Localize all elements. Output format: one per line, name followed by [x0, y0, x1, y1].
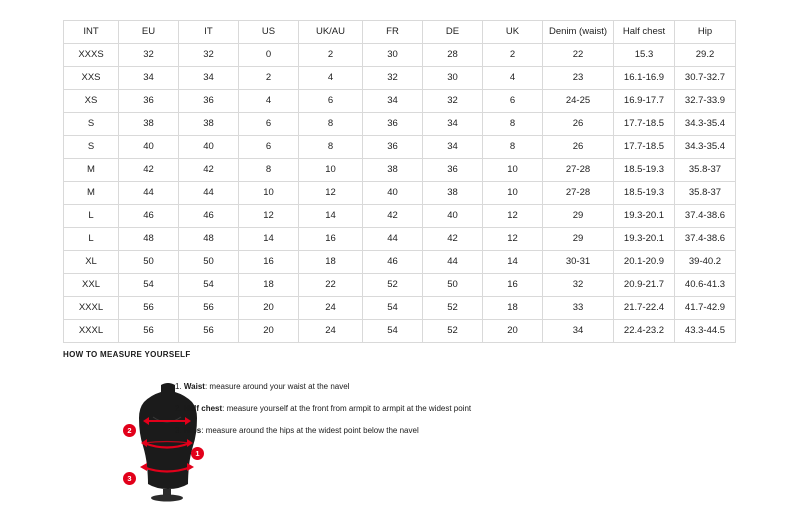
cell-hip: 37.4-38.6: [675, 228, 736, 251]
cell-denim-waist: 24-25: [543, 90, 614, 113]
cell-de: 30: [423, 67, 483, 90]
cell-denim-waist: 26: [543, 113, 614, 136]
cell-uk: 12: [483, 205, 543, 228]
cell-half-chest: 21.7-22.4: [614, 297, 675, 320]
cell-eu: 48: [119, 228, 179, 251]
cell-denim-waist: 27-28: [543, 182, 614, 205]
instruction-term: Hips: [183, 426, 202, 435]
cell-eu: 50: [119, 251, 179, 274]
cell-us: 10: [239, 182, 299, 205]
column-header-it: IT: [179, 21, 239, 44]
cell-de: 38: [423, 182, 483, 205]
cell-us: 14: [239, 228, 299, 251]
cell-it: 56: [179, 297, 239, 320]
cell-eu: 56: [119, 320, 179, 343]
cell-it: 50: [179, 251, 239, 274]
cell-half-chest: 19.3-20.1: [614, 228, 675, 251]
instruction-term: Waist: [183, 382, 205, 391]
measure-badge-1: 1: [191, 447, 204, 460]
column-header-eu: EU: [119, 21, 179, 44]
table-row: [64, 228, 736, 251]
cell-us: 18: [239, 274, 299, 297]
column-header-fr: FR: [363, 21, 423, 44]
cell-int: XL: [64, 251, 119, 274]
cell-uk: 2: [483, 44, 543, 67]
cell-uk-au: 16: [299, 228, 363, 251]
table-row: [64, 44, 736, 67]
cell-int: S: [64, 136, 119, 159]
instruction-text: : measure yourself at the front from armpit to armpit at the widest point: [222, 404, 472, 413]
cell-uk: 20: [483, 320, 543, 343]
cell-half-chest: 20.1-20.9: [614, 251, 675, 274]
cell-denim-waist: 22: [543, 44, 614, 67]
cell-eu: 36: [119, 90, 179, 113]
measure-badge-2: 2: [123, 424, 136, 437]
column-header-uk: UK: [483, 21, 543, 44]
cell-int: XXL: [64, 274, 119, 297]
cell-eu: 34: [119, 67, 179, 90]
cell-us: 20: [239, 297, 299, 320]
cell-half-chest: 17.7-18.5: [614, 113, 675, 136]
cell-half-chest: 18.5-19.3: [614, 182, 675, 205]
cell-fr: 42: [363, 205, 423, 228]
column-header-us: US: [239, 21, 299, 44]
cell-denim-waist: 27-28: [543, 159, 614, 182]
table-row: [64, 297, 736, 320]
cell-denim-waist: 32: [543, 274, 614, 297]
cell-half-chest: 16.1-16.9: [614, 67, 675, 90]
table-header-row: [64, 21, 736, 44]
table-row: [64, 205, 736, 228]
cell-int: XS: [64, 90, 119, 113]
cell-us: 6: [239, 136, 299, 159]
column-header-hip: Hip: [675, 21, 736, 44]
cell-uk-au: 8: [299, 136, 363, 159]
cell-hip: 30.7-32.7: [675, 67, 736, 90]
cell-uk-au: 18: [299, 251, 363, 274]
cell-uk: 10: [483, 182, 543, 205]
cell-hip: 32.7-33.9: [675, 90, 736, 113]
how-to-measure-title: HOW TO MEASURE YOURSELF: [63, 350, 191, 359]
measure-badge-3: 3: [123, 472, 136, 485]
cell-eu: 54: [119, 274, 179, 297]
cell-int: XXXS: [64, 44, 119, 67]
cell-it: 44: [179, 182, 239, 205]
instruction-number: 3.: [175, 426, 182, 435]
cell-uk-au: 24: [299, 320, 363, 343]
cell-uk-au: 22: [299, 274, 363, 297]
cell-int: M: [64, 182, 119, 205]
table-row: [64, 159, 736, 182]
cell-half-chest: 18.5-19.3: [614, 159, 675, 182]
table-row: [64, 182, 736, 205]
cell-fr: 32: [363, 67, 423, 90]
cell-uk: 16: [483, 274, 543, 297]
column-header-denim-waist: Denim (waist): [543, 21, 614, 44]
cell-it: 48: [179, 228, 239, 251]
cell-it: 38: [179, 113, 239, 136]
how-to-measure-section: [63, 350, 763, 483]
cell-it: 56: [179, 320, 239, 343]
cell-uk: 4: [483, 67, 543, 90]
cell-denim-waist: 33: [543, 297, 614, 320]
table-row: [64, 90, 736, 113]
cell-hip: 34.3-35.4: [675, 136, 736, 159]
cell-denim-waist: 29: [543, 228, 614, 251]
cell-uk-au: 24: [299, 297, 363, 320]
cell-int: L: [64, 228, 119, 251]
column-header-int: INT: [64, 21, 119, 44]
cell-de: 28: [423, 44, 483, 67]
table-body: [64, 44, 736, 343]
cell-it: 36: [179, 90, 239, 113]
cell-fr: 52: [363, 274, 423, 297]
cell-hip: 37.4-38.6: [675, 205, 736, 228]
cell-uk-au: 12: [299, 182, 363, 205]
cell-de: 52: [423, 297, 483, 320]
instruction-text: : measure around your waist at the navel: [204, 382, 350, 391]
cell-denim-waist: 34: [543, 320, 614, 343]
cell-eu: 38: [119, 113, 179, 136]
column-header-half-chest: Half chest: [614, 21, 675, 44]
cell-de: 42: [423, 228, 483, 251]
instruction-term: Half chest: [183, 404, 223, 413]
cell-int: XXXL: [64, 320, 119, 343]
cell-us: 12: [239, 205, 299, 228]
measure-instruction-waist: [175, 381, 715, 392]
table-row: [64, 136, 736, 159]
cell-it: 32: [179, 44, 239, 67]
table-row: [64, 274, 736, 297]
cell-de: 32: [423, 90, 483, 113]
cell-fr: 54: [363, 297, 423, 320]
cell-hip: 43.3-44.5: [675, 320, 736, 343]
table-row: [64, 113, 736, 136]
cell-fr: 36: [363, 113, 423, 136]
cell-denim-waist: 29: [543, 205, 614, 228]
cell-half-chest: 16.9-17.7: [614, 90, 675, 113]
cell-half-chest: 19.3-20.1: [614, 205, 675, 228]
instruction-number: 1.: [175, 382, 182, 391]
instruction-number: 2.: [175, 404, 182, 413]
cell-de: 34: [423, 113, 483, 136]
cell-uk: 6: [483, 90, 543, 113]
cell-fr: 46: [363, 251, 423, 274]
cell-hip: 35.8-37: [675, 182, 736, 205]
cell-denim-waist: 23: [543, 67, 614, 90]
instruction-text: : measure around the hips at the widest point below the navel: [201, 426, 419, 435]
cell-us: 16: [239, 251, 299, 274]
cell-de: 34: [423, 136, 483, 159]
cell-de: 52: [423, 320, 483, 343]
measure-instruction-hips: [175, 425, 715, 436]
cell-uk-au: 4: [299, 67, 363, 90]
cell-us: 8: [239, 159, 299, 182]
cell-uk-au: 10: [299, 159, 363, 182]
cell-uk: 12: [483, 228, 543, 251]
cell-eu: 32: [119, 44, 179, 67]
cell-uk: 8: [483, 136, 543, 159]
cell-us: 6: [239, 113, 299, 136]
cell-int: L: [64, 205, 119, 228]
cell-half-chest: 22.4-23.2: [614, 320, 675, 343]
cell-us: 4: [239, 90, 299, 113]
column-header-de: DE: [423, 21, 483, 44]
cell-hip: 29.2: [675, 44, 736, 67]
cell-de: 36: [423, 159, 483, 182]
cell-denim-waist: 30-31: [543, 251, 614, 274]
cell-it: 46: [179, 205, 239, 228]
cell-uk-au: 8: [299, 113, 363, 136]
cell-de: 50: [423, 274, 483, 297]
cell-fr: 36: [363, 136, 423, 159]
cell-half-chest: 15.3: [614, 44, 675, 67]
cell-half-chest: 20.9-21.7: [614, 274, 675, 297]
cell-int: S: [64, 113, 119, 136]
cell-de: 40: [423, 205, 483, 228]
cell-fr: 40: [363, 182, 423, 205]
size-chart-table: [63, 20, 736, 343]
cell-uk: 14: [483, 251, 543, 274]
cell-fr: 54: [363, 320, 423, 343]
measure-instructions-list: [175, 381, 715, 447]
table-row: [64, 320, 736, 343]
cell-hip: 39-40.2: [675, 251, 736, 274]
cell-uk: 10: [483, 159, 543, 182]
cell-hip: 35.8-37: [675, 159, 736, 182]
size-chart-container: [63, 20, 735, 343]
cell-uk-au: 2: [299, 44, 363, 67]
cell-de: 44: [423, 251, 483, 274]
cell-denim-waist: 26: [543, 136, 614, 159]
cell-eu: 46: [119, 205, 179, 228]
cell-int: M: [64, 159, 119, 182]
measure-instruction-half-chest: [175, 403, 715, 414]
cell-us: 2: [239, 67, 299, 90]
table-row: [64, 251, 736, 274]
cell-uk: 8: [483, 113, 543, 136]
cell-it: 34: [179, 67, 239, 90]
cell-fr: 38: [363, 159, 423, 182]
cell-eu: 40: [119, 136, 179, 159]
cell-us: 20: [239, 320, 299, 343]
cell-eu: 56: [119, 297, 179, 320]
cell-uk: 18: [483, 297, 543, 320]
cell-us: 0: [239, 44, 299, 67]
cell-it: 54: [179, 274, 239, 297]
cell-eu: 44: [119, 182, 179, 205]
cell-uk-au: 14: [299, 205, 363, 228]
table-row: [64, 67, 736, 90]
cell-hip: 34.3-35.4: [675, 113, 736, 136]
cell-uk-au: 6: [299, 90, 363, 113]
cell-eu: 42: [119, 159, 179, 182]
cell-fr: 44: [363, 228, 423, 251]
cell-half-chest: 17.7-18.5: [614, 136, 675, 159]
column-header-uk-au: UK/AU: [299, 21, 363, 44]
cell-hip: 40.6-41.3: [675, 274, 736, 297]
cell-hip: 41.7-42.9: [675, 297, 736, 320]
cell-it: 42: [179, 159, 239, 182]
cell-fr: 34: [363, 90, 423, 113]
cell-int: XXXL: [64, 297, 119, 320]
cell-int: XXS: [64, 67, 119, 90]
cell-it: 40: [179, 136, 239, 159]
cell-fr: 30: [363, 44, 423, 67]
